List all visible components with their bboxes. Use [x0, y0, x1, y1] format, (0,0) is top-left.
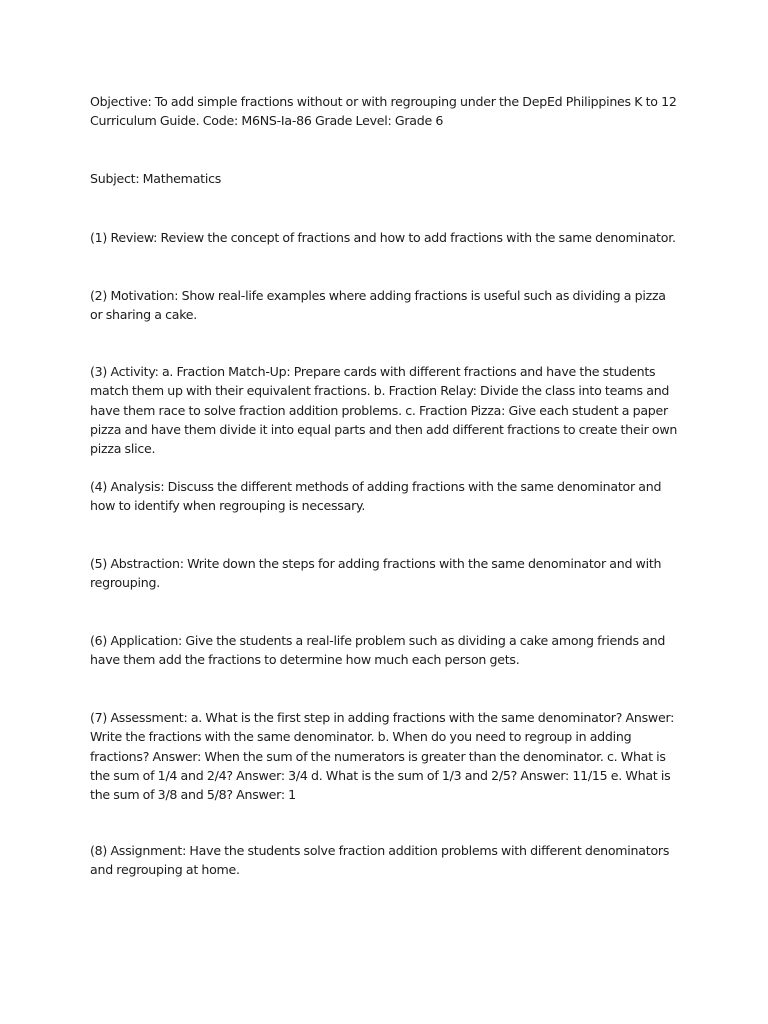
- motivation-paragraph: (2) Motivation: Show real-life examples where adding fractions is useful such as dividing a pizza or sharing a cake.: [90, 288, 666, 323]
- assessment-paragraph: (7) Assessment: a. What is the first step in adding fractions with the same denominator? Answer: Write the fractions with the same denominator. b. When do you need to regroup in adding fractions? Answer: When the sum of the numerators is greater than the denominator. c. What is the sum of 1/4 and 2/4? Answer: 3/4 d. What is the sum of 1/3 and 2/5? Answer: 11/15 e. What is the sum of 3/8 and 5/8? Answer: 1: [90, 710, 675, 803]
- application-paragraph: (6) Application: Give the students a real-life problem such as dividing a cake among friends and have them add the fractions to determine how much each person gets.: [90, 633, 666, 668]
- abstraction-paragraph: (5) Abstraction: Write down the steps for adding fractions with the same denominator and with regrouping.: [90, 556, 662, 591]
- assignment-paragraph: (8) Assignment: Have the students solve fraction addition problems with different denominators and regrouping at home.: [90, 843, 670, 878]
- activity-paragraph: (3) Activity: a. Fraction Match-Up: Prepare cards with different fractions and have the students match them up with their equivalent fractions. b. Fraction Relay: Divide the class into teams and have them race to solve fraction addition problems. c. Fraction Pizza: Give each student a paper pizza and have them divide it into equal parts and then add different fractions to create their own pizza slice.: [90, 364, 678, 457]
- analysis-paragraph: (4) Analysis: Discuss the different methods of adding fractions with the same denominator and how to identify when regrouping is necessary.: [90, 479, 662, 514]
- objective-paragraph: Objective: To add simple fractions without or with regrouping under the DepEd Philippines K to 12 Curriculum Guide. Code: M6NS-Ia-86 Grade Level: Grade 6: [90, 94, 677, 129]
- review-paragraph: (1) Review: Review the concept of fractions and how to add fractions with the same denominator.: [90, 230, 676, 245]
- subject-paragraph: Subject: Mathematics: [90, 171, 222, 186]
